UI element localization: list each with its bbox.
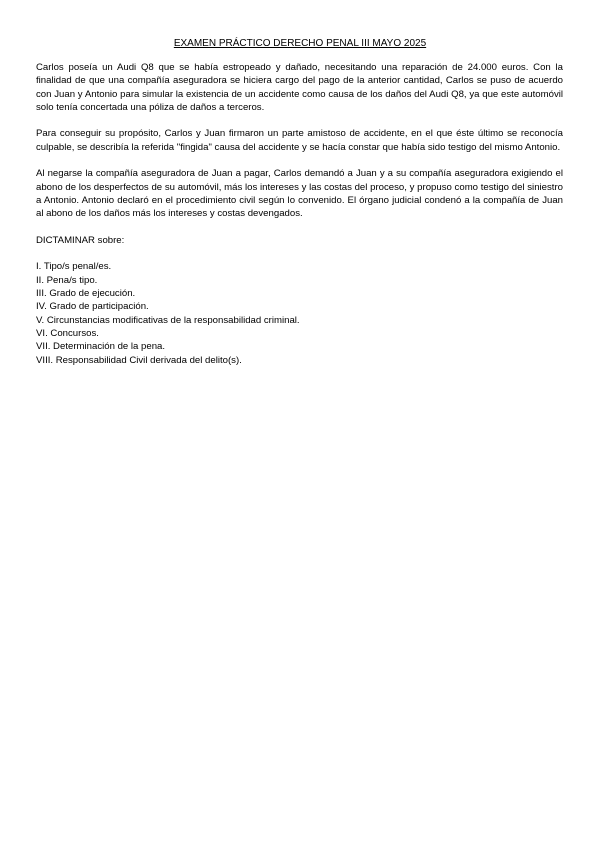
question-item: II. Pena/s tipo. [36, 274, 98, 286]
question-item: V. Circunstancias modificativas de la responsabilidad criminal. [36, 314, 300, 326]
dictaminar-label: DICTAMINAR sobre: [36, 234, 125, 246]
question-item: I. Tipo/s penal/es. [36, 261, 112, 273]
question-list [36, 260, 563, 366]
question-item: III. Grado de ejecución. [36, 288, 136, 300]
exam-title: EXAMEN PRÁCTICO DERECHO PENAL III MAYO 2025 [173, 38, 427, 49]
question-item: VII. Determinación de la pena. [36, 341, 166, 353]
case-paragraph-3: Al negarse la compañía aseguradora de Juan a pagar, Carlos demandó a Juan y a su compañía aseguradora exigiendo el abono de los desperfectos de su automóvil, más los intereses y las costas del proceso, y propuso como testigo del siniestro a Antonio. Antonio declaró en el procedimiento civil según lo convenido. El órgano judicial condenó a la compañía de Juan al abono de los daños más los intereses y costas devengados. [36, 168, 563, 220]
question-item: VIII. Responsabilidad Civil derivada del delito(s). [36, 354, 242, 366]
case-paragraph-1: Carlos poseía un Audi Q8 que se había estropeado y dañado, necesitando una reparación de 24.000 euros. Con la finalidad de que una compañía aseguradora se hiciera cargo del pago de la anterior cantidad, Carlos se puso de acuerdo con Juan y Antonio para simular la existencia de un accidente como causa de los daños del Audi Q8, ya que este automóvil solo tenía concertada una póliza de daños a terceros. [36, 62, 563, 113]
exam-body [36, 61, 563, 367]
question-item: VI. Concursos. [36, 327, 99, 339]
question-item: IV. Grado de participación. [36, 301, 149, 313]
case-paragraph-2: Para conseguir su propósito, Carlos y Juan firmaron un parte amistoso de accidente, en el que éste último se reconocía culpable, se describía la referida "fingida" causa del accidente y se hacía constar que había sido testigo del mismo Antonio. [36, 128, 563, 153]
